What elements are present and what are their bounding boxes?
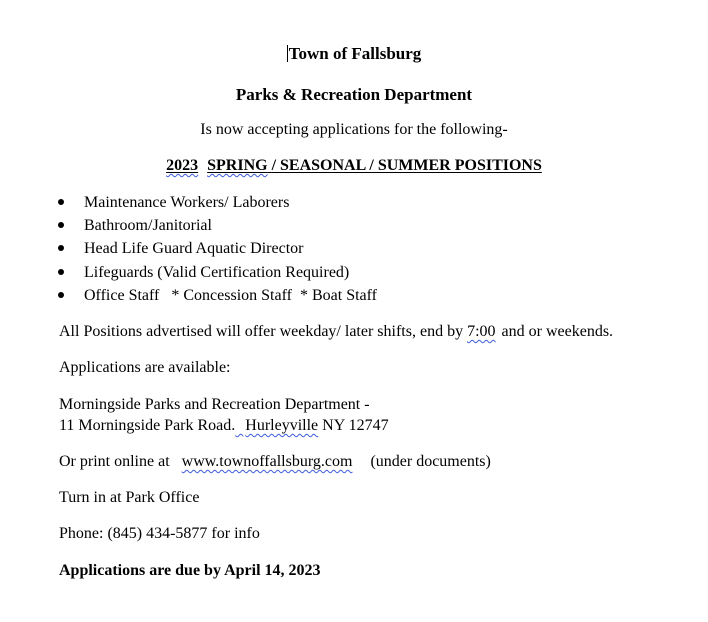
turn-in-label: Turn in at Park Office xyxy=(59,489,200,506)
positions-year: 2023 xyxy=(166,157,199,174)
availability-label: Applications are available: xyxy=(59,359,231,376)
address-state-zip: NY 12747 xyxy=(322,417,389,434)
address-line-1 xyxy=(59,395,370,415)
address-street: 11 Morningside Park Road. xyxy=(59,417,236,434)
online-suffix: (under documents) xyxy=(370,453,491,470)
text-cursor xyxy=(287,45,288,62)
department-title xyxy=(0,85,708,105)
shifts-time: 7:00 xyxy=(467,323,496,340)
positions-heading xyxy=(0,156,708,176)
deadline-label: Applications are due by April 14, 2023 xyxy=(59,562,321,579)
town-name: Town of Fallsburg xyxy=(288,44,422,63)
position-label: Lifeguards (Valid Certification Required) xyxy=(84,263,350,281)
positions-rest: / SEASONAL / SUMMER POSITIONS xyxy=(271,157,542,174)
positions-season: SPRING xyxy=(207,157,268,174)
address-line-2 xyxy=(59,416,389,436)
phone-label: Phone: (845) 434-5877 for info xyxy=(59,525,260,542)
bullet-icon xyxy=(58,292,64,298)
department-name: Parks & Recreation Department xyxy=(235,85,473,104)
address-department: Morningside Parks and Recreation Department - xyxy=(59,396,370,413)
bullet-icon xyxy=(58,222,64,228)
deadline-text xyxy=(59,561,321,581)
shifts-paragraph xyxy=(59,322,613,342)
online-prefix: Or print online at xyxy=(59,453,170,470)
position-label: Maintenance Workers/ Laborers xyxy=(84,194,290,211)
shifts-text: All Positions advertised will offer weekday/ later shifts, end by xyxy=(59,323,464,340)
bullet-icon xyxy=(58,269,64,275)
shifts-tail: and or weekends. xyxy=(501,323,614,340)
position-label: Bathroom/Janitorial xyxy=(84,217,212,235)
position-label: Office Staff * Concession Staff * Boat Staff xyxy=(84,286,377,304)
address-gap xyxy=(235,416,245,436)
position-label: Head Life Guard Aquatic Director xyxy=(84,240,304,258)
online-paragraph xyxy=(59,452,491,472)
availability-text xyxy=(59,358,230,378)
turn-in-text xyxy=(59,488,199,508)
phone-text xyxy=(59,524,260,544)
town-title xyxy=(0,44,708,64)
intro-text xyxy=(0,120,708,140)
bullet-icon xyxy=(58,199,64,205)
bullet-icon xyxy=(58,245,64,251)
website-link[interactable]: www.townoffallsburg.com xyxy=(181,453,353,470)
positions-heading-underlined xyxy=(166,157,542,174)
address-city: Hurleyville xyxy=(245,417,319,434)
intro-sentence: Is now accepting applications for the following- xyxy=(200,121,508,138)
